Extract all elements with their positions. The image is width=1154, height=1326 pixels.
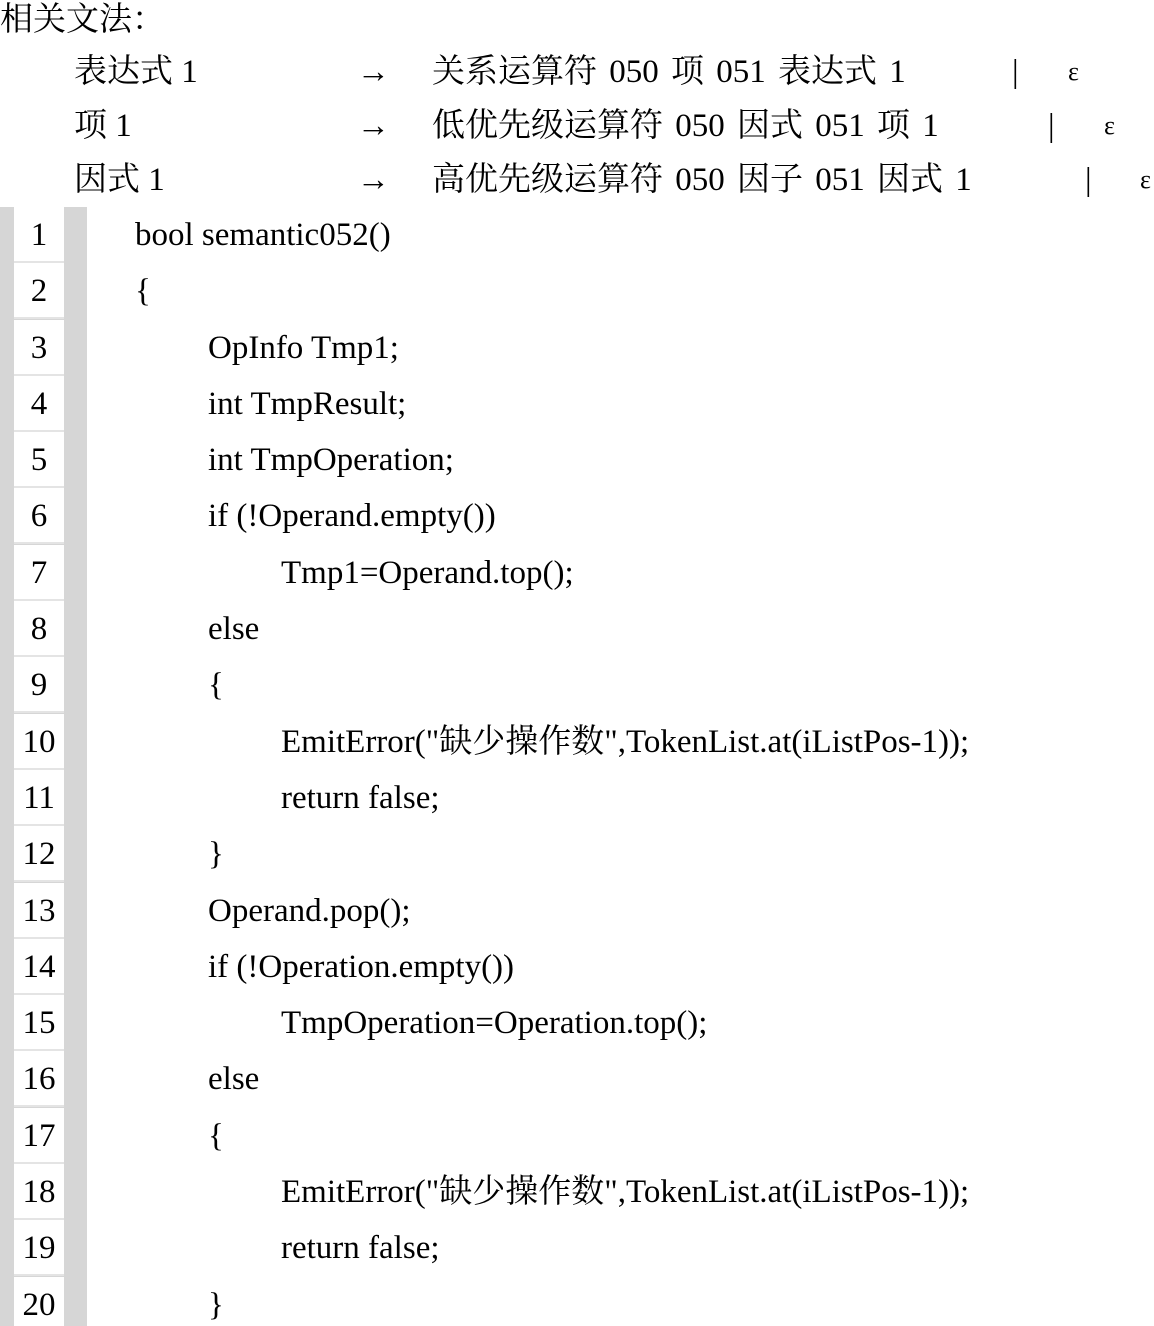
code-text: int TmpResult; [208,385,407,422]
code-text: Tmp1=Operand.top(); [281,554,574,591]
line-number: 19 [14,1220,64,1276]
line-number: 10 [14,714,64,770]
code-text: } [208,836,224,873]
alternative-bar: | [1048,108,1055,144]
line-number: 7 [14,545,64,601]
code-line [0,883,1154,939]
alternative-bar: | [1012,54,1019,90]
line-number: 9 [14,657,64,713]
code-text: return false; [281,1230,440,1267]
code-line [0,1220,1154,1276]
code-line [0,545,1154,601]
line-number: 4 [14,376,64,432]
grammar-rule [0,99,1154,153]
code-text: { [135,273,151,310]
section-heading: 相关文法： [0,2,165,38]
code-text: { [208,667,224,704]
code-line [0,770,1154,826]
arrow-symbol: → [357,162,390,198]
line-number: 5 [14,432,64,488]
rule-rhs: 低优先级运算符 050 因式 051 项 1 [432,108,939,144]
code-line [0,376,1154,432]
line-number: 8 [14,601,64,657]
line-number: 15 [14,995,64,1051]
code-text: EmitError("缺少操作数",TokenList.at(iListPos-1)); [281,723,970,760]
code-text: return false; [281,779,440,816]
line-number: 11 [14,770,64,826]
code-line [0,995,1154,1051]
rule-lhs: 表达式 1 [74,54,198,90]
code-line [0,1164,1154,1220]
code-line [0,488,1154,544]
grammar-rules [0,45,1154,207]
alternative-bar: | [1085,162,1092,198]
line-number: 2 [14,263,64,319]
code-text: int TmpOperation; [208,442,454,479]
code-line [0,1051,1154,1107]
code-line [0,826,1154,882]
rule-rhs: 关系运算符 050 项 051 表达式 1 [432,54,906,90]
code-line [0,320,1154,376]
code-text: if (!Operation.empty()) [208,948,515,985]
code-line [0,939,1154,995]
code-line [0,432,1154,488]
line-number: 20 [14,1277,64,1326]
code-lines [0,207,1154,1326]
code-text: TmpOperation=Operation.top(); [281,1005,708,1042]
rule-rhs: 高优先级运算符 050 因子 051 因式 1 [432,162,972,198]
code-text: } [208,1286,224,1323]
code-line [0,601,1154,657]
code-text: else [208,611,260,648]
line-number: 14 [14,939,64,995]
code-line [0,1108,1154,1164]
epsilon-symbol: ε [1140,165,1151,194]
code-text: { [208,1117,224,1154]
code-line [0,714,1154,770]
grammar-rule [0,153,1154,207]
code-line [0,1277,1154,1326]
line-number: 18 [14,1164,64,1220]
code-text: Operand.pop(); [208,892,411,929]
line-number: 3 [14,320,64,376]
rule-lhs: 项 1 [74,108,132,144]
code-line [0,207,1154,263]
code-text: bool semantic052() [135,217,391,253]
line-number: 1 [14,207,64,263]
code-text: EmitError("缺少操作数",TokenList.at(iListPos-1)); [281,1174,970,1211]
code-text: else [208,1061,260,1098]
epsilon-symbol: ε [1104,111,1115,140]
line-number: 13 [14,883,64,939]
grammar-rule [0,45,1154,99]
code-text: if (!Operand.empty()) [208,498,496,535]
line-number: 12 [14,826,64,882]
line-number: 16 [14,1051,64,1107]
arrow-symbol: → [357,108,390,144]
epsilon-symbol: ε [1068,57,1079,86]
rule-lhs: 因式 1 [74,162,165,198]
arrow-symbol: → [357,54,390,90]
code-text: OpInfo Tmp1; [208,329,399,366]
line-number: 17 [14,1108,64,1164]
code-line [0,263,1154,319]
line-number: 6 [14,488,64,544]
code-listing [0,207,1154,1326]
code-line [0,657,1154,713]
